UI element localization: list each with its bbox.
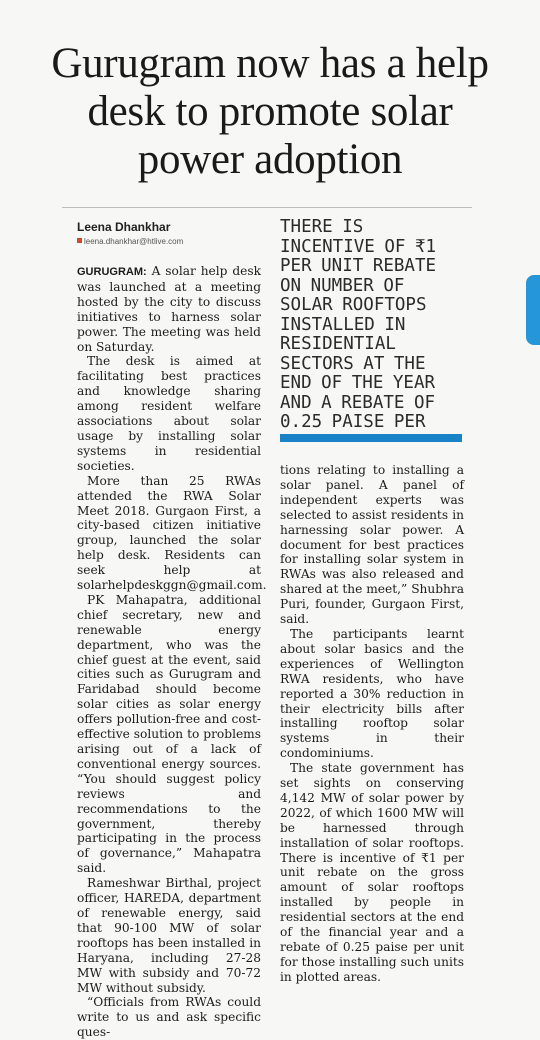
dateline: GURUGRAM: <box>77 266 147 278</box>
paragraph: The state government has set sights on conserving 4,142 MW of solar power by 2022, of which 1600 MW will be harnessed through installation of solar rooftops. There is incentive of ₹1 per unit rebate on the gross amount of solar rooftops installed by people in residential sectors at the end of the financial year and a rebate of 0.25 paise per unit for those installing such units in plotted areas. <box>280 761 464 984</box>
paragraph: Rameshwar Birthal, project officer, HAREDA, department of renewable energy, said that 90-100 MW of solar rooftops has been installed in Haryana, including 27-28 MW with subsidy and 70-72 MW without subsidy. <box>77 876 261 995</box>
byline-author: Leena Dhankhar <box>77 220 171 234</box>
article-column-2 <box>280 463 464 985</box>
article-column-1 <box>77 264 267 1040</box>
email-bullet-icon <box>77 238 82 243</box>
paragraph: PK Mahapatra, additional chief secretary, new and renewable energy department, who was the chief guest at the event, said cities such as Gurugram and Faridabad should become solar cities as solar energy offers pollution-free and cost-effective solution to problems arising out of a lack of conventional energy sources. “You should suggest policy reviews and recommendations to the government, thereby participating in the process of governance,” Mahapatra said. <box>77 592 261 876</box>
headline: Gurugram now has a help desk to promote solar power adoption <box>51 40 489 183</box>
paragraph: The desk is aimed at facilitating best practices and knowledge sharing among resident welfare associations about solar usage by installing solar systems in residential societies. <box>77 354 261 473</box>
pull-quote: THERE IS INCENTIVE OF ₹1 PER UNIT REBATE ON NUMBER OF SOLAR ROOFTOPS INSTALLED IN RESIDENTIAL SECTORS AT THE END OF THE YEAR AND A REBATE OF 0.25 PAISE PER <box>280 218 437 432</box>
paragraph: The participants learnt about solar basics and the experiences of Wellington RWA residents, who have reported a 30% reduction in their electricity bills after installing rooftop solar systems in their condominiums. <box>280 626 464 761</box>
headline-divider <box>62 207 472 208</box>
paragraph: “Officials from RWAs could write to us and ask specific ques- <box>77 995 261 1040</box>
byline-email <box>77 237 183 246</box>
side-scroll-tab[interactable] <box>526 275 540 345</box>
paragraph-text: A solar help desk was launched at a meeting hosted by the city to discuss initiatives to harness solar power. The meeting was held on Saturday. <box>77 264 262 354</box>
email-text: leena.dhankhar@htlive.com <box>84 237 184 246</box>
paragraph <box>77 264 261 354</box>
pull-quote-bar <box>280 434 462 442</box>
paragraph: tions relating to installing a solar panel. A panel of independent experts was selected to assist residents in harnessing solar power. A document for best practices for installing solar system in RWAs was also released and shared at the meet,” Shubhra Puri, founder, Gurgaon First, said. <box>280 463 464 627</box>
paragraph: More than 25 RWAs attended the RWA Solar Meet 2018. Gurgaon First, a city-based citizen initiative group, launched the solar help desk. Residents can seek help at solarhelpdeskggn@gmail.com. <box>77 473 267 593</box>
